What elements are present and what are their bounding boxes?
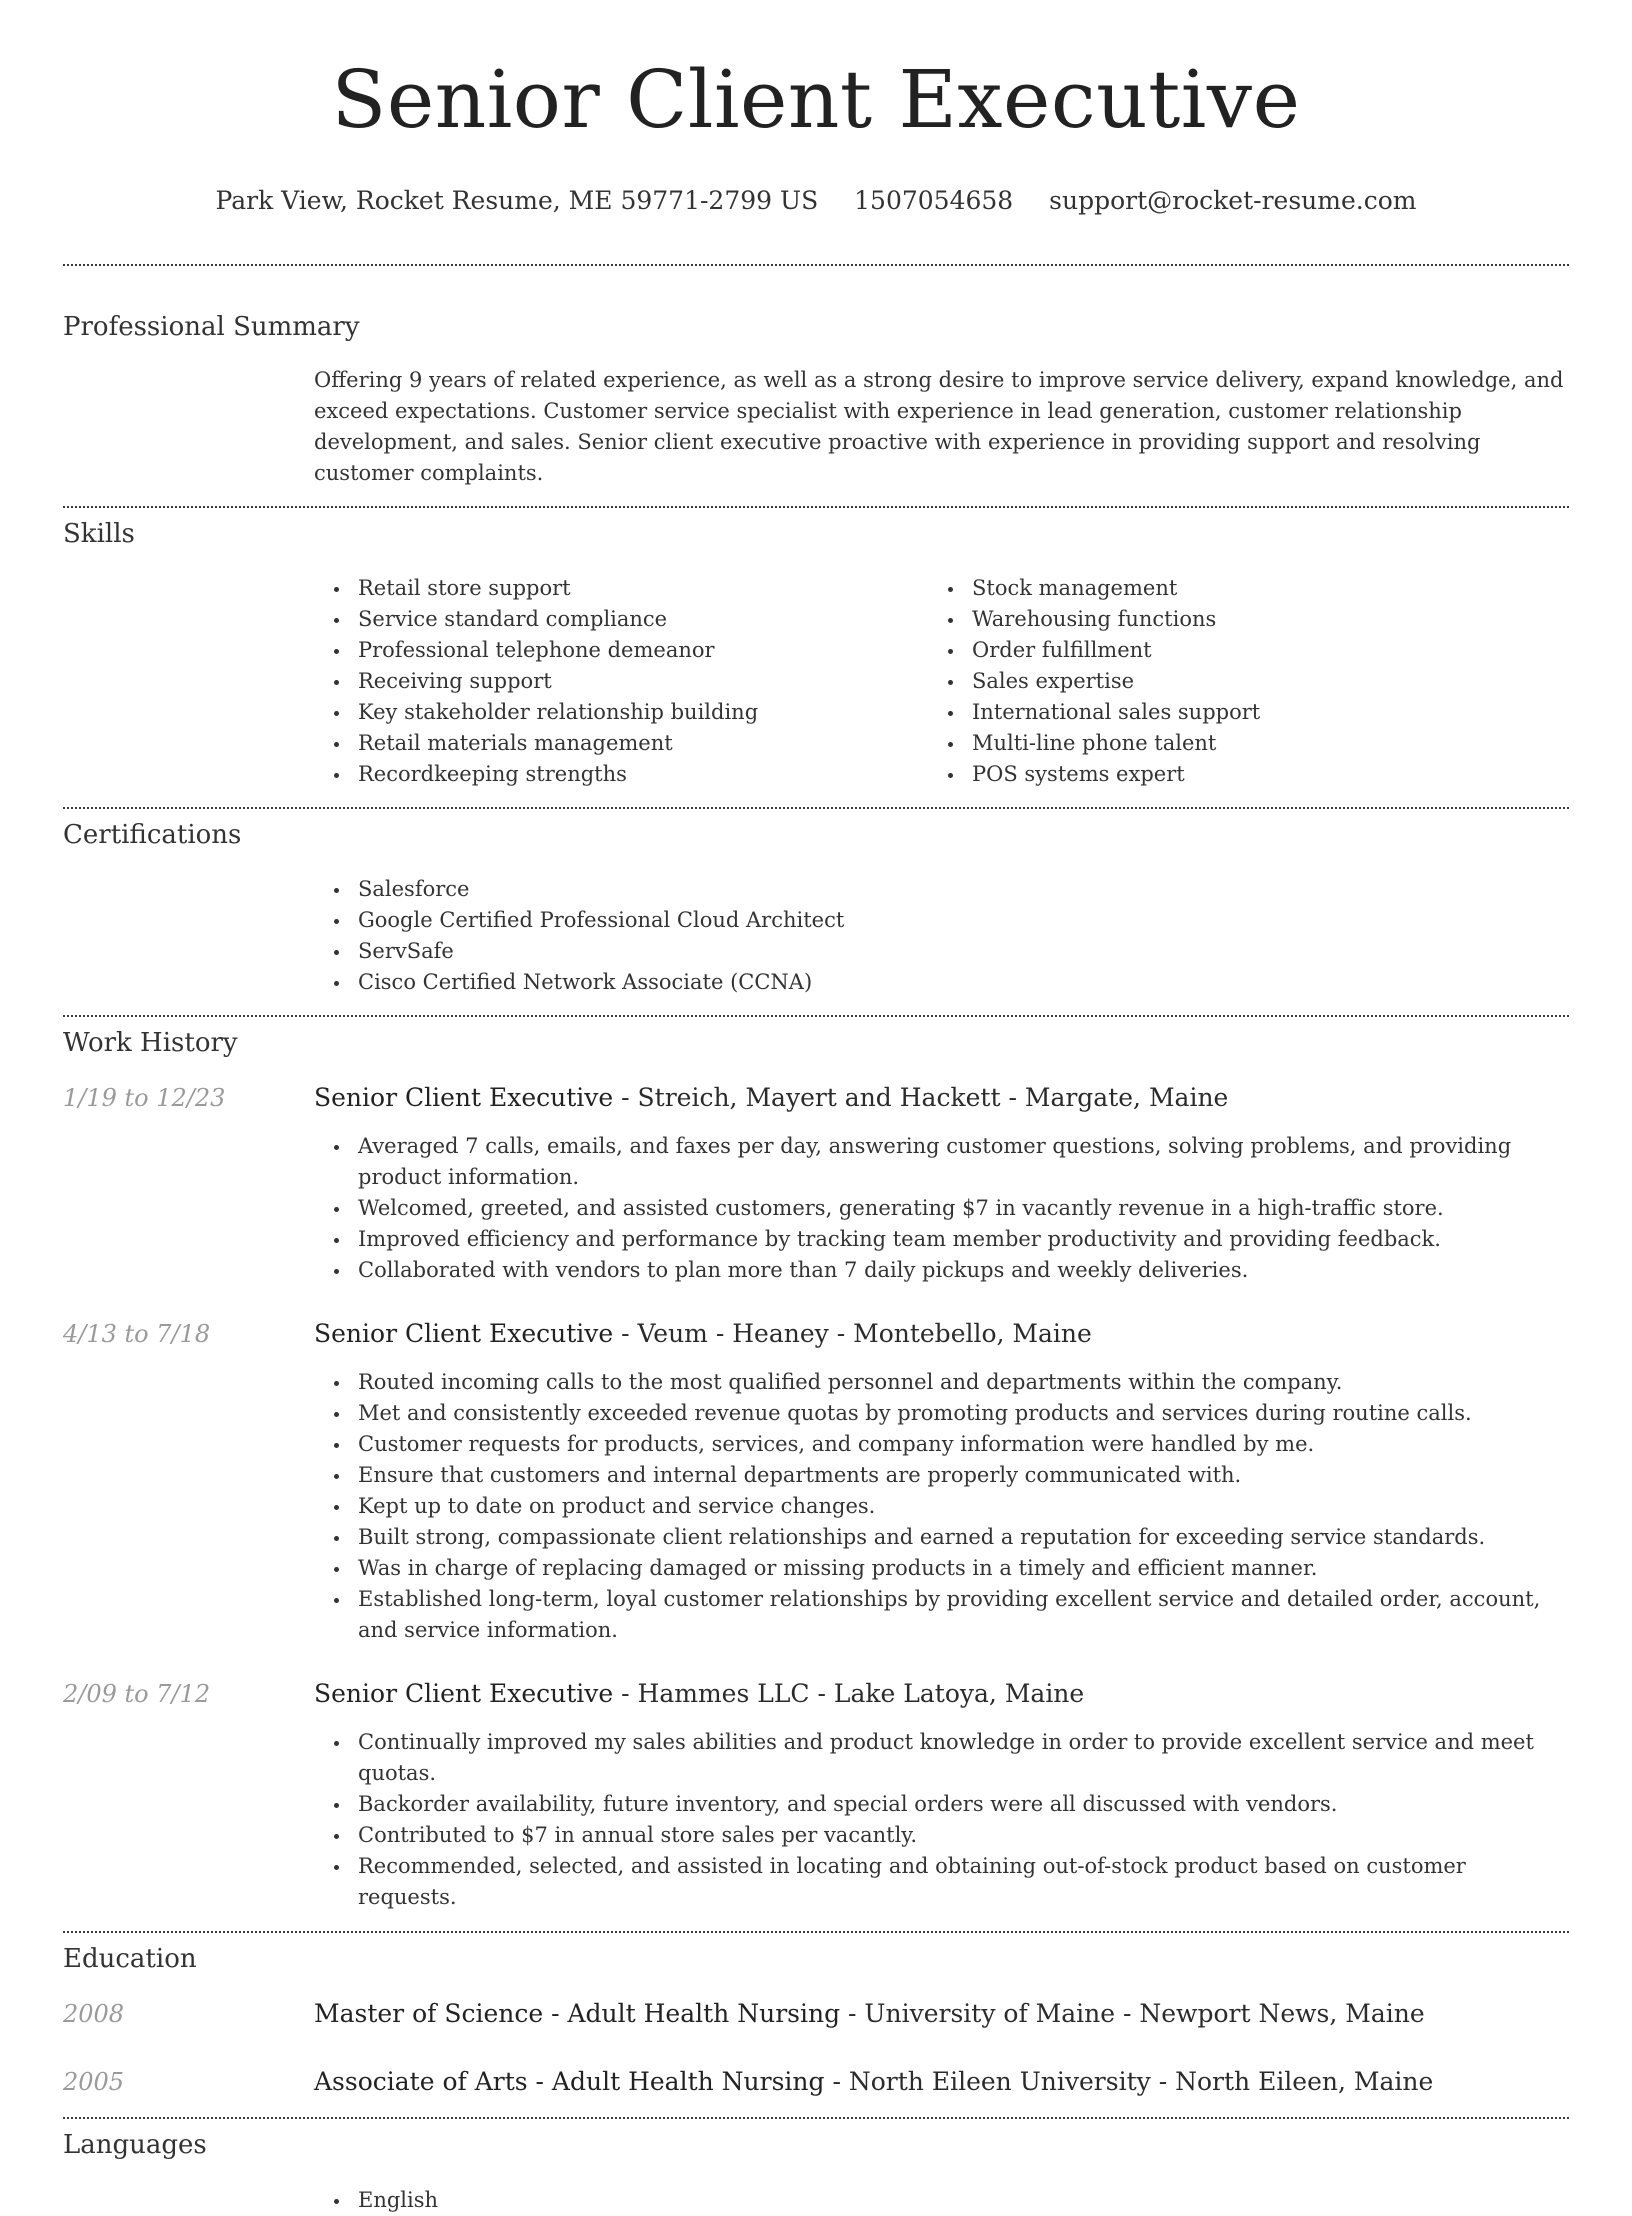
education-entry bbox=[63, 1999, 1569, 2029]
certification-item: Cisco Certified Network Associate (CCNA) bbox=[314, 967, 1569, 998]
job-bullet: Continually improved my sales abilities and product knowledge in order to provide excellent service and meet quotas. bbox=[314, 1727, 1569, 1789]
job-dates: 4/13 to 7/18 bbox=[63, 1320, 211, 1348]
certification-item: ServSafe bbox=[314, 936, 1569, 967]
skill-item: Sales expertise bbox=[928, 666, 1542, 697]
skill-item: Service standard compliance bbox=[314, 604, 928, 635]
job-bullet: Customer requests for products, services, and company information were handled by me. bbox=[314, 1429, 1569, 1460]
job-details bbox=[314, 1679, 1569, 1913]
skill-item: International sales support bbox=[928, 697, 1542, 728]
job-bullets bbox=[314, 1727, 1569, 1913]
certifications-content bbox=[314, 874, 1569, 998]
skill-item: POS systems expert bbox=[928, 759, 1542, 790]
education-title-line bbox=[314, 2067, 1433, 2097]
languages-content bbox=[314, 2185, 1569, 2216]
job-title-line bbox=[314, 1679, 1569, 1709]
skills-heading: Skills bbox=[63, 519, 135, 549]
job-bullet: Kept up to date on product and service changes. bbox=[314, 1491, 1569, 1522]
certification-item: Salesforce bbox=[314, 874, 1569, 905]
job-role: Senior Client Executive bbox=[314, 1679, 614, 1708]
job-bullet: Collaborated with vendors to plan more than 7 daily pickups and weekly deliveries. bbox=[314, 1255, 1569, 1286]
job-title-line bbox=[314, 1083, 1569, 1113]
candidate-name: Senior Client Executive bbox=[331, 53, 1301, 146]
job-entry bbox=[63, 1679, 1569, 1913]
job-entry bbox=[63, 1319, 1569, 1646]
education-title-line bbox=[314, 1999, 1425, 2029]
job-entry bbox=[63, 1083, 1569, 1286]
certification-item: Google Certified Professional Cloud Architect bbox=[314, 905, 1569, 936]
job-bullets bbox=[314, 1131, 1569, 1286]
education-entry bbox=[63, 2067, 1569, 2097]
education-school: - University of Maine - Newport News, Maine bbox=[840, 1999, 1425, 2028]
job-bullets bbox=[314, 1367, 1569, 1646]
education-degree: Master of Science - Adult Health Nursing bbox=[314, 1999, 841, 2028]
resume-header bbox=[63, 0, 1569, 216]
skill-item: Key stakeholder relationship building bbox=[314, 697, 928, 728]
job-details bbox=[314, 1083, 1569, 1286]
summary-text: Offering 9 years of related experience, as well as a strong desire to improve service delivery, expand knowledge, and exceed expectations. Customer service specialist with experience in lead generation, customer relationship development, and sales. Senior client executive proactive with experience in providing support and resolving customer complaints. bbox=[314, 368, 1564, 485]
job-employer: - Streich, Mayert and Hackett - Margate, Maine bbox=[613, 1083, 1229, 1112]
contact-email: support@rocket-resume.com bbox=[1049, 186, 1417, 215]
work-history-section bbox=[63, 1017, 1569, 1913]
education-year: 2008 bbox=[63, 2000, 125, 2028]
skill-item: Retail store support bbox=[314, 573, 928, 604]
skill-item: Receiving support bbox=[314, 666, 928, 697]
job-bullet: Improved efficiency and performance by tracking team member productivity and providing feedback. bbox=[314, 1224, 1569, 1255]
language-item: English bbox=[314, 2185, 1569, 2216]
skill-item: Warehousing functions bbox=[928, 604, 1542, 635]
skill-item: Multi-line phone talent bbox=[928, 728, 1542, 759]
skill-item: Retail materials management bbox=[314, 728, 928, 759]
certifications-list bbox=[314, 874, 1569, 998]
skills-list-left bbox=[314, 573, 928, 790]
contact-phone: 1507054658 bbox=[854, 186, 1014, 215]
languages-section bbox=[63, 2119, 1569, 2216]
job-bullet: Recommended, selected, and assisted in locating and obtaining out-of-stock product based on customer requests. bbox=[314, 1851, 1569, 1913]
languages-list bbox=[314, 2185, 1569, 2216]
contact-line bbox=[63, 186, 1569, 216]
job-bullet: Established long-term, loyal customer relationships by providing excellent service and detailed order, account, and service information. bbox=[314, 1584, 1569, 1646]
skill-item: Recordkeeping strengths bbox=[314, 759, 928, 790]
education-heading: Education bbox=[63, 1944, 197, 1974]
job-title-line bbox=[314, 1319, 1569, 1349]
skills-column-right bbox=[928, 573, 1542, 790]
job-role: Senior Client Executive bbox=[314, 1083, 614, 1112]
job-bullet: Routed incoming calls to the most qualified personnel and departments within the company. bbox=[314, 1367, 1569, 1398]
certifications-heading: Certifications bbox=[63, 820, 242, 850]
skill-item: Order fulfillment bbox=[928, 635, 1542, 666]
job-employer: - Hammes LLC - Lake Latoya, Maine bbox=[613, 1679, 1085, 1708]
summary-heading: Professional Summary bbox=[63, 312, 360, 342]
skill-item: Professional telephone demeanor bbox=[314, 635, 928, 666]
skills-list-right bbox=[928, 573, 1542, 790]
job-employer: - Veum - Heaney - Montebello, Maine bbox=[613, 1319, 1092, 1348]
job-bullet: Met and consistently exceeded revenue quotas by promoting products and services during routine calls. bbox=[314, 1398, 1569, 1429]
job-bullet: Contributed to $7 in annual store sales per vacantly. bbox=[314, 1820, 1569, 1851]
summary-section bbox=[63, 266, 1569, 489]
job-dates: 1/19 to 12/23 bbox=[63, 1084, 226, 1112]
education-year: 2005 bbox=[63, 2068, 125, 2096]
job-role: Senior Client Executive bbox=[314, 1319, 614, 1348]
summary-content bbox=[314, 365, 1569, 489]
job-details bbox=[314, 1319, 1569, 1646]
skills-columns bbox=[314, 573, 1569, 790]
contact-address: Park View, Rocket Resume, ME 59771-2799 US bbox=[215, 186, 819, 215]
education-school: - North Eileen University - North Eileen, Maine bbox=[824, 2067, 1434, 2096]
job-bullet: Backorder availability, future inventory, and special orders were all discussed with vendors. bbox=[314, 1789, 1569, 1820]
job-bullet: Ensure that customers and internal departments are properly communicated with. bbox=[314, 1460, 1569, 1491]
languages-heading: Languages bbox=[63, 2130, 207, 2160]
education-section bbox=[63, 1933, 1569, 2097]
work-history-heading: Work History bbox=[63, 1028, 238, 1058]
job-bullet: Built strong, compassionate client relationships and earned a reputation for exceeding service standards. bbox=[314, 1522, 1569, 1553]
education-degree: Associate of Arts - Adult Health Nursing bbox=[314, 2067, 825, 2096]
skills-section bbox=[63, 508, 1569, 790]
job-bullet: Welcomed, greeted, and assisted customers, generating $7 in vacantly revenue in a high-traffic store. bbox=[314, 1193, 1569, 1224]
job-bullet: Was in charge of replacing damaged or missing products in a timely and efficient manner. bbox=[314, 1553, 1569, 1584]
skills-column-left bbox=[314, 573, 928, 790]
certifications-section bbox=[63, 809, 1569, 998]
skill-item: Stock management bbox=[928, 573, 1542, 604]
job-bullet: Averaged 7 calls, emails, and faxes per day, answering customer questions, solving problems, and providing product information. bbox=[314, 1131, 1569, 1193]
job-dates: 2/09 to 7/12 bbox=[63, 1680, 211, 1708]
